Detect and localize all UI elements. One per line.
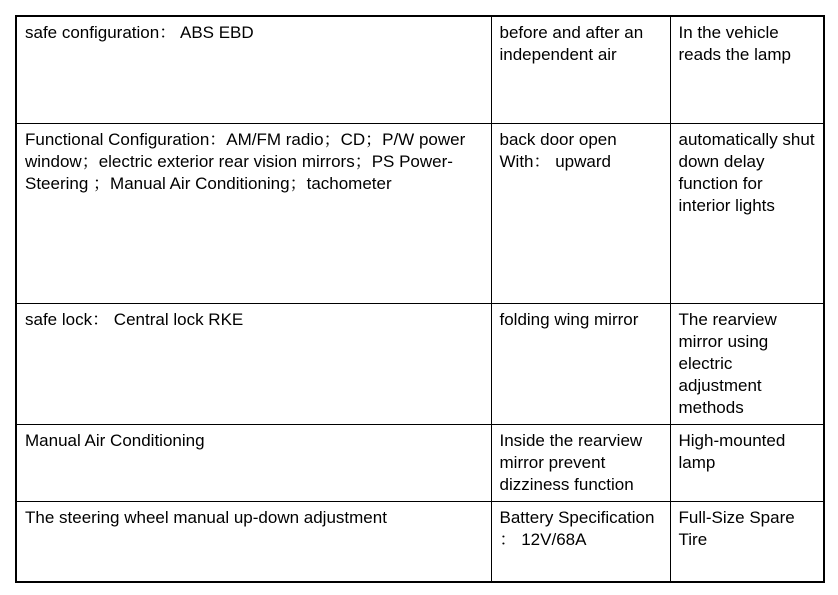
table-cell — [491, 16, 670, 123]
cell-text: High-mounted lamp — [678, 430, 786, 472]
cell-text: Functional Configuration：AM/FM radio；CD；P/W power window；electric exterior rear vision mirrors；PS Power-Steering ；Manual Air Conditioning；tachometer — [25, 129, 466, 193]
cell-text: Inside the rearview mirror prevent dizziness function — [499, 430, 643, 494]
cell-text: safe lock： Central lock RKE — [25, 309, 244, 329]
cell-text: back door open With： upward — [499, 129, 617, 171]
cell-text: Manual Air Conditioning — [25, 430, 205, 450]
table-cell — [16, 501, 491, 582]
table-row — [16, 501, 824, 582]
cell-text: The rearview mirror using electric adjustment methods — [678, 309, 777, 417]
table-row — [16, 123, 824, 303]
cell-text: In the vehicle reads the lamp — [678, 23, 791, 64]
table-cell — [491, 303, 670, 424]
table-row — [16, 424, 824, 501]
table-row — [16, 16, 824, 123]
cell-text: folding wing mirror — [499, 309, 639, 329]
table-row — [16, 303, 824, 424]
cell-text: before and after an independent air — [499, 23, 644, 64]
configuration-table — [15, 15, 825, 583]
cell-text: safe configuration： ABS EBD — [25, 23, 254, 42]
cell-text: The steering wheel manual up-down adjustment — [25, 507, 387, 527]
table-cell — [491, 123, 670, 303]
table-cell — [16, 16, 491, 123]
table-cell — [670, 303, 824, 424]
table-cell — [491, 424, 670, 501]
cell-text: automatically shut down delay function for interior lights — [678, 129, 815, 215]
table-cell — [16, 303, 491, 424]
table-cell — [670, 123, 824, 303]
table-cell — [670, 501, 824, 582]
table-cell — [491, 501, 670, 582]
cell-text: Battery Specification ： 12V/68A — [499, 507, 655, 549]
cell-text: Full-Size Spare Tire — [678, 507, 795, 549]
table-cell — [670, 16, 824, 123]
table-cell — [16, 424, 491, 501]
table-cell — [670, 424, 824, 501]
table-cell — [16, 123, 491, 303]
